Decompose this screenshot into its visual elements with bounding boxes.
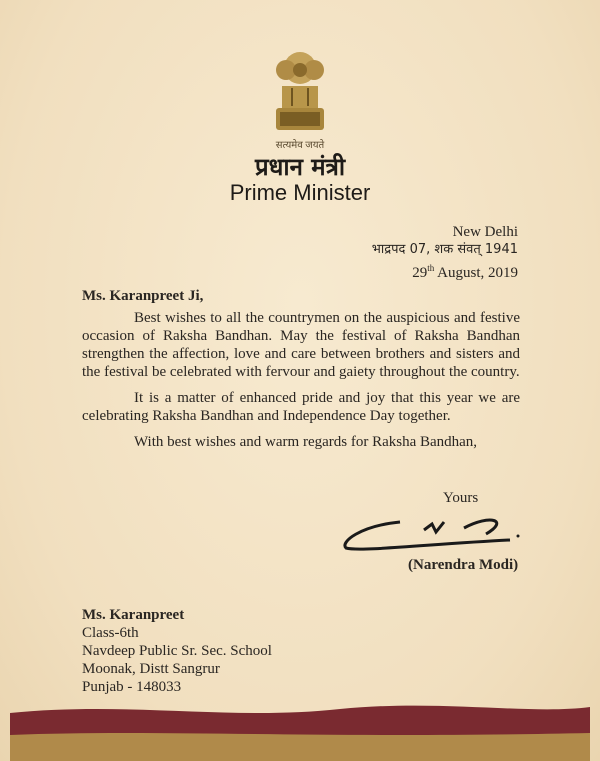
- place: New Delhi: [452, 224, 518, 240]
- hindi-date: भाद्रपद 07, शक संवत् 1941: [371, 242, 518, 257]
- decorative-bottom-band: [10, 699, 590, 761]
- salutation: Ms. Karanpreet Ji,: [82, 288, 204, 304]
- date-block: [372, 223, 518, 282]
- recipient-school: Navdeep Public Sr. Sec. School: [82, 643, 272, 659]
- english-date: [372, 259, 518, 282]
- day: 29: [412, 265, 428, 281]
- paragraph: It is a matter of enhanced pride and joy that this year we are celebrating Raksha Bandhan and Independence Day together.: [82, 390, 520, 424]
- day-suffix: th: [427, 263, 435, 273]
- recipient-address: [82, 606, 272, 696]
- emblem-motto: सत्यमेव जयते: [275, 140, 325, 151]
- signatory-name: (Narendra Modi): [408, 557, 519, 573]
- paragraph: With best wishes and warm regards for Raksha Bandhan,: [134, 434, 478, 450]
- recipient-town: Moonak, Distt Sangrur: [82, 661, 220, 677]
- paragraph: Best wishes to all the countrymen on the auspicious and festive occasion of Raksha Bandhan. May the festival of Raksha Bandhan strengthen the affection, love and care between brothers and sisters and the festival be celebrated with fervour and gaiety throughout the country.: [82, 310, 520, 380]
- recipient-class: Class-6th: [82, 625, 139, 641]
- closing-yours: Yours: [443, 490, 479, 506]
- title-english: Prime Minister: [229, 180, 371, 205]
- letter-body: [82, 309, 520, 459]
- recipient-state: Punjab - 148033: [82, 679, 182, 695]
- recipient-name: Ms. Karanpreet: [82, 607, 185, 623]
- national-emblem-icon: [272, 46, 328, 134]
- title-hindi: प्रधान मंत्री: [254, 153, 346, 181]
- signature-icon: [340, 508, 520, 556]
- month-year: August, 2019: [437, 265, 518, 281]
